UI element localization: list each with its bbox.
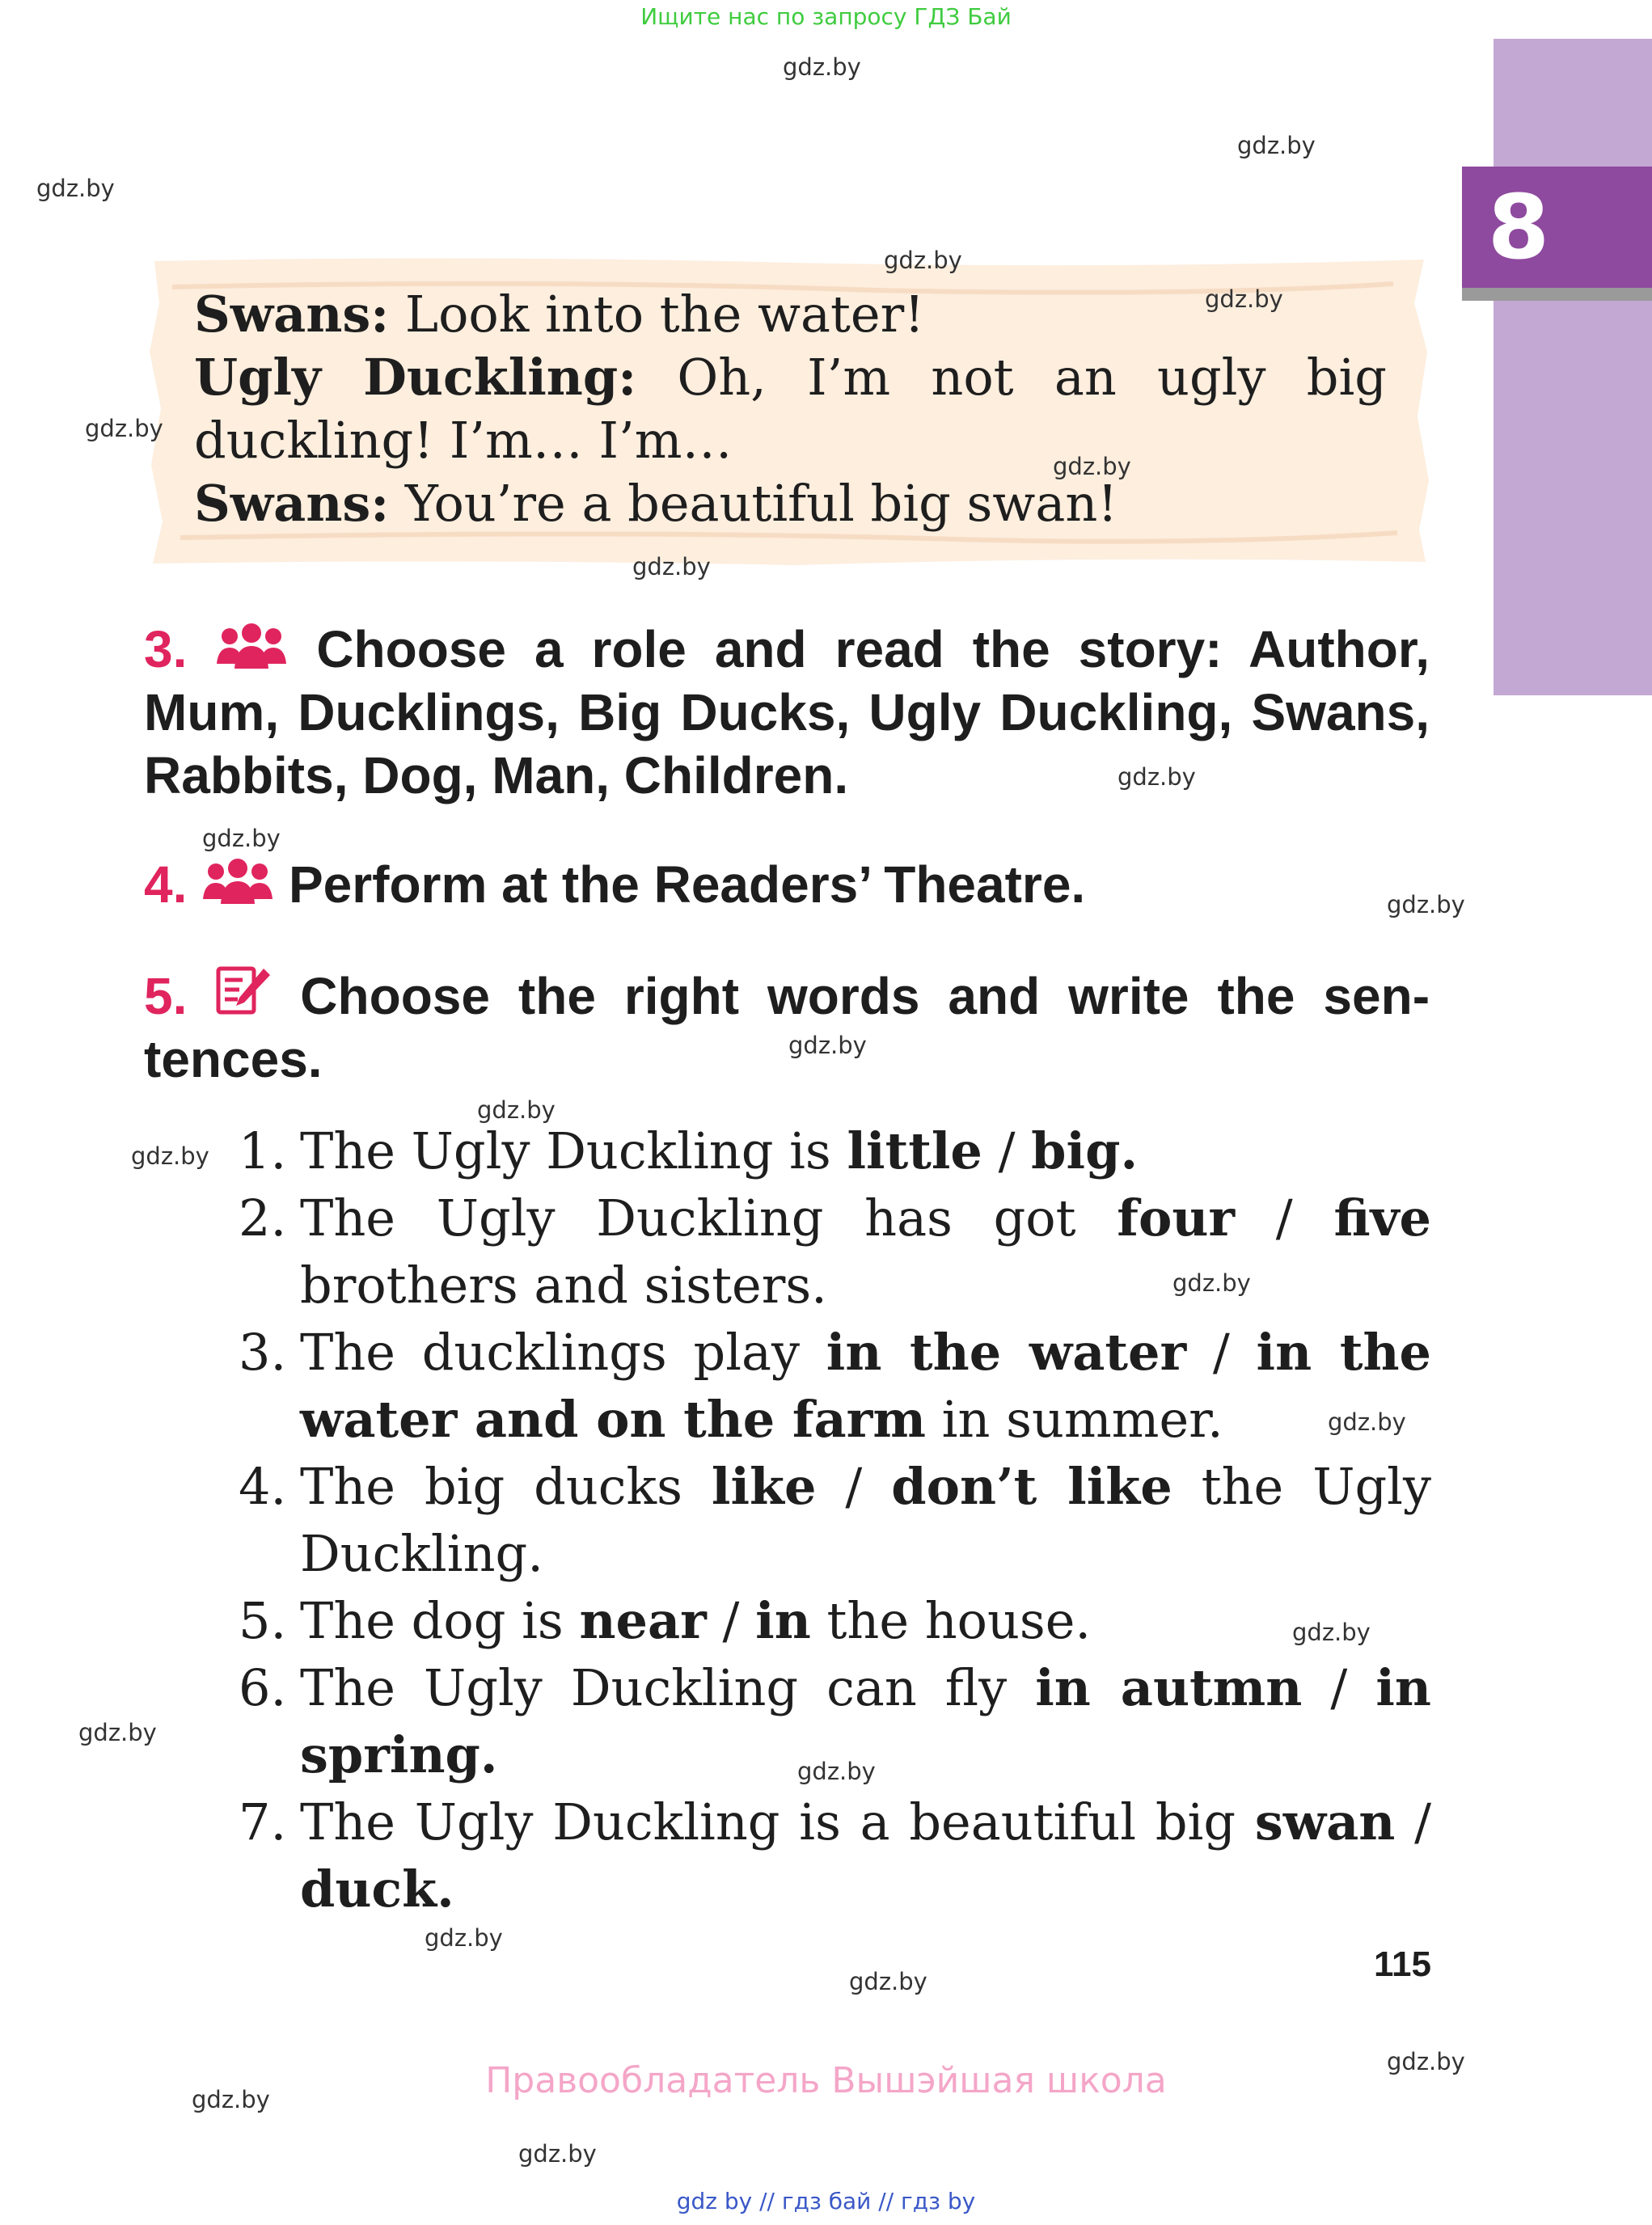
watermark: gdz.by: [1237, 132, 1316, 159]
rights-holder: Правообладатель Вышэйшая школа: [485, 2060, 1167, 2101]
task-number: 5.: [144, 967, 188, 1025]
sentence-list: [239, 1117, 1431, 1923]
task-number: 3.: [144, 620, 188, 678]
speaker: Swans:: [194, 474, 390, 533]
speech: Oh, I’m not an ugly big duckling! I’m… I’m…: [194, 348, 1387, 470]
watermark: gdz.by: [788, 1032, 867, 1059]
watermark: gdz.by: [36, 175, 115, 202]
speech: Look into the water!: [389, 285, 925, 344]
watermark: gdz.by: [85, 415, 163, 442]
page-number: 115: [1374, 1944, 1431, 1984]
task-number: 4.: [144, 855, 188, 914]
watermark: gdz.by: [131, 1142, 209, 1170]
watermark: gdz.by: [1205, 285, 1283, 313]
watermark: gdz.by: [1387, 2048, 1465, 2075]
watermark: gdz.by: [1172, 1269, 1251, 1297]
watermark: gdz.by: [783, 53, 861, 81]
speaker: Ugly Duckling:: [194, 348, 637, 407]
top-search-note: Ищите нас по запросу ГДЗ Бай: [640, 3, 1012, 30]
group-icon: [201, 855, 274, 914]
task-3: [144, 618, 1430, 807]
watermark: gdz.by: [1292, 1619, 1371, 1646]
dialogue-line: [194, 346, 1387, 472]
watermark: gdz.by: [1328, 1408, 1406, 1436]
watermark: gdz.by: [425, 1924, 503, 1952]
write-icon: [215, 967, 272, 1025]
unit-side-tab: [1494, 39, 1652, 695]
task-text: Choose a role and read the story: Author, Mum, Ducklings, Big Ducks, Ugly Duckling, Swans, Rabbits, Dog, Man, Children.: [144, 620, 1430, 804]
watermark: gdz.by: [202, 825, 281, 852]
watermark: gdz.by: [797, 1758, 876, 1785]
list-item: 3. The ducklings play in the water / in the water and on the farm in summer.: [239, 1323, 1431, 1449]
task-5: [144, 964, 1430, 1091]
group-icon: [215, 620, 288, 678]
watermark: gdz.by: [1118, 763, 1196, 791]
bottom-links[interactable]: gdz by // гдз бай // гдз by: [676, 2188, 976, 2214]
list-item: 5. The dog is near / in the house.: [239, 1591, 1092, 1650]
watermark: gdz.by: [78, 1719, 157, 1746]
list-item: 4. The big ducks like / don’t like the Ugly Duckling.: [239, 1457, 1431, 1583]
list-item: 2. The Ugly Duckling has got four / five brothers and sisters.: [239, 1188, 1431, 1315]
watermark: gdz.by: [1387, 891, 1465, 918]
speaker: Swans:: [194, 285, 390, 344]
list-item: 6. The Ugly Duckling can fly in autmn / in spring.: [239, 1658, 1431, 1784]
task-4: [144, 853, 1430, 916]
speech: You’re a beautiful big swan!: [389, 474, 1118, 533]
watermark: gdz.by: [849, 1968, 927, 1995]
dialogue-block: [194, 283, 1387, 535]
unit-number: 8: [1487, 175, 1550, 279]
watermark: gdz.by: [192, 2086, 270, 2113]
watermark: gdz.by: [477, 1096, 556, 1124]
list-item: 7. The Ugly Duckling is a beautiful big swan / duck.: [239, 1792, 1431, 1919]
task-text: Choose the right words and write the sen-tences.: [144, 967, 1430, 1088]
list-item: 1. The Ugly Duckling is little / big.: [239, 1121, 1139, 1180]
watermark: gdz.by: [632, 553, 711, 581]
watermark: gdz.by: [1053, 453, 1131, 480]
dialogue-line: [194, 472, 1387, 535]
task-text: Perform at the Readers’ Theatre.: [288, 855, 1086, 914]
watermark: gdz.by: [518, 2140, 597, 2168]
watermark: gdz.by: [884, 247, 962, 274]
